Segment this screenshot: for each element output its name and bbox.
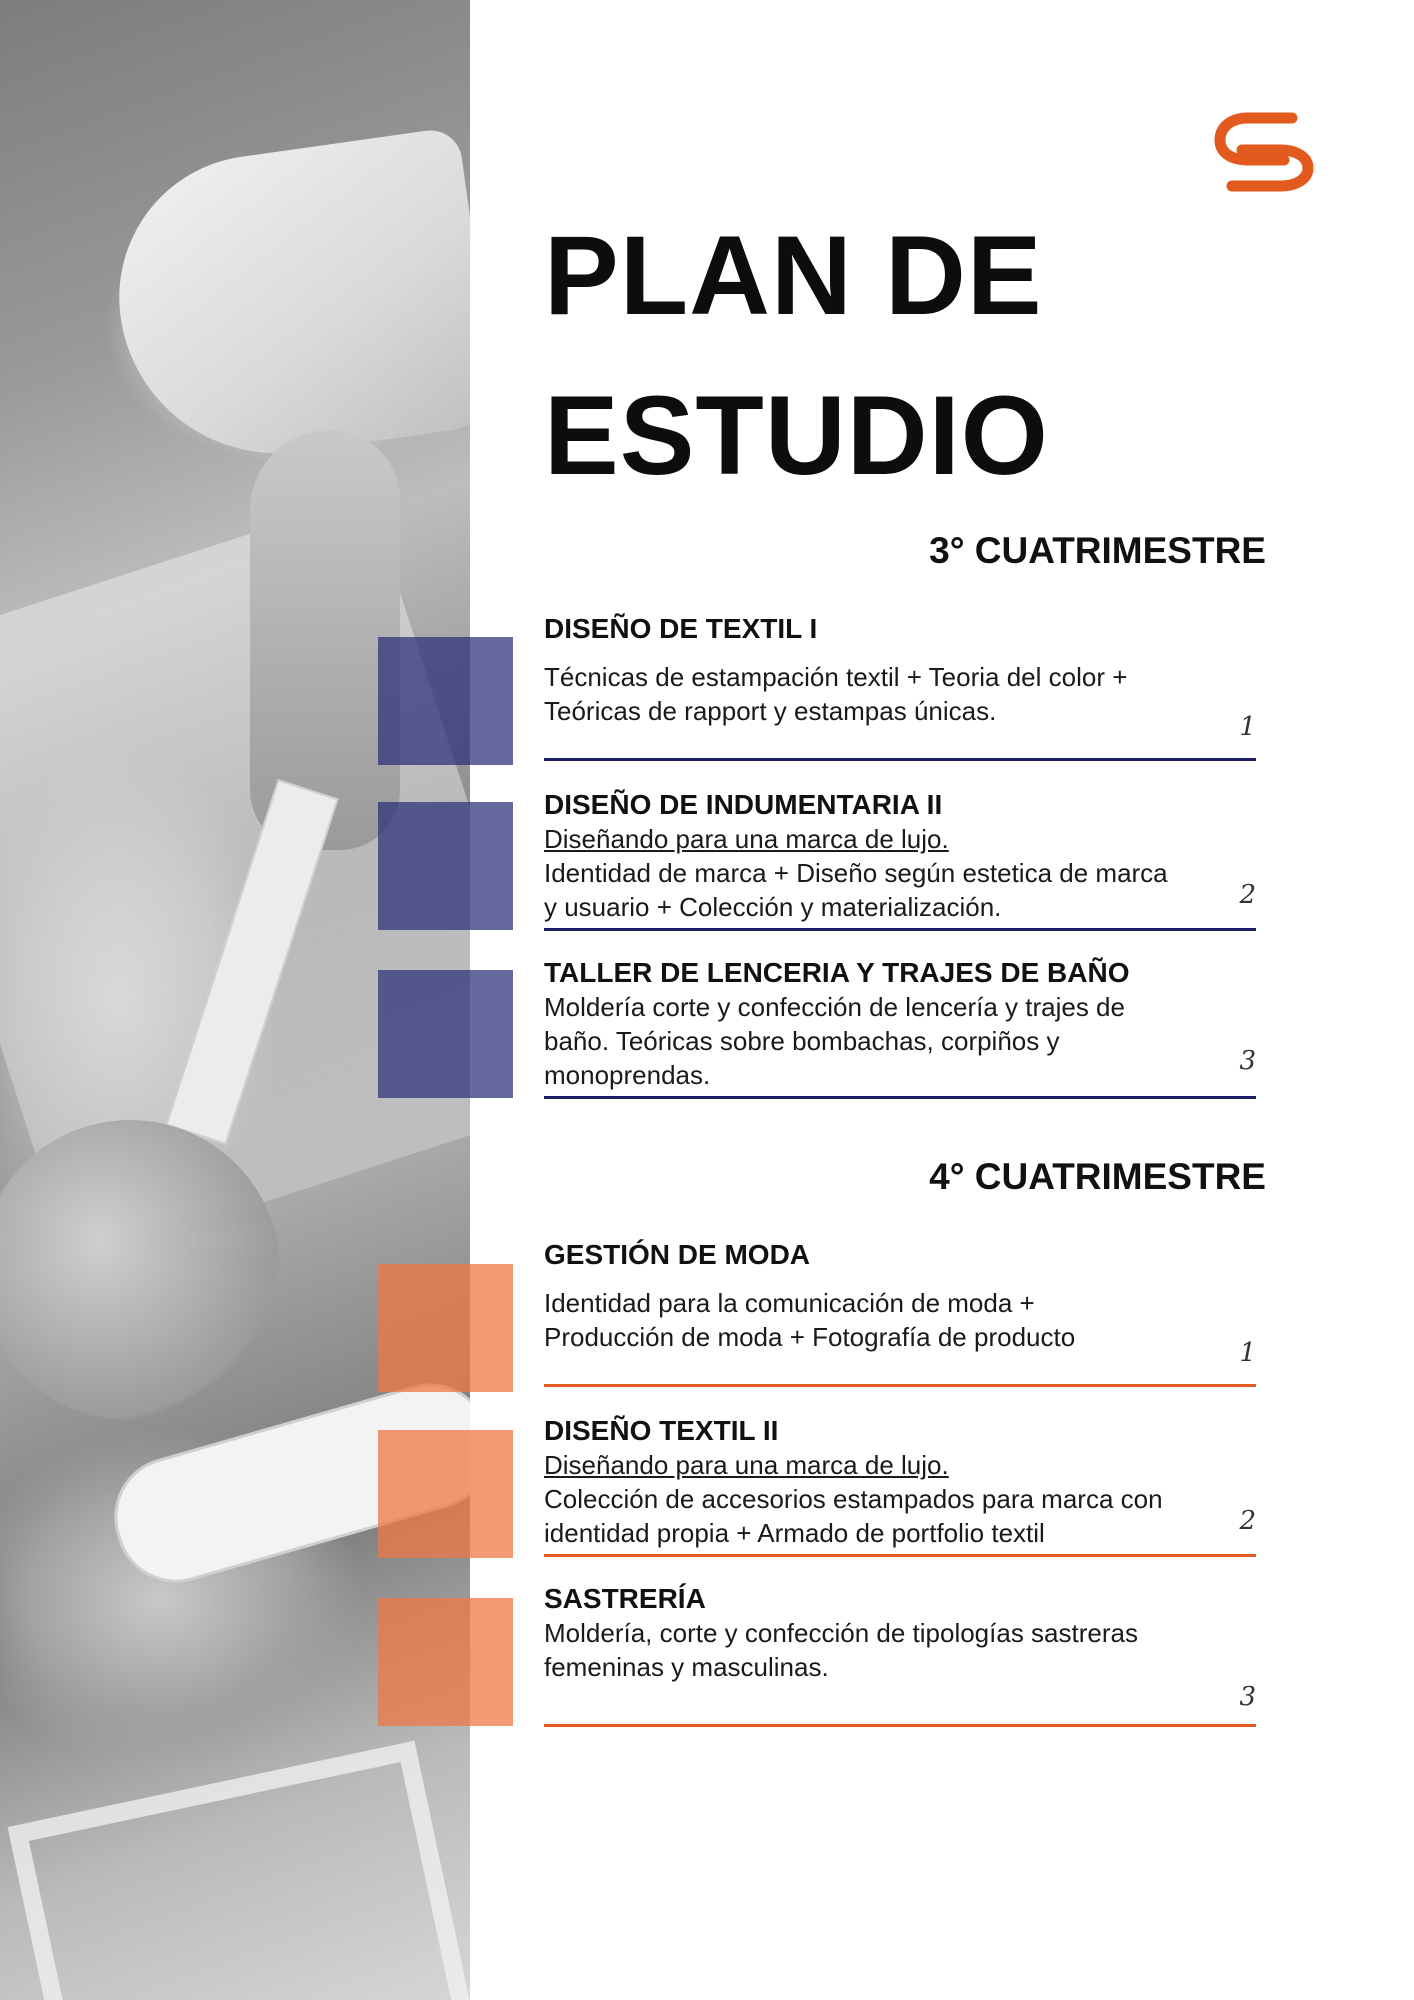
- course-title: TALLER DE LENCERIA Y TRAJES DE BAÑO: [544, 957, 1130, 988]
- course-number: 1: [1239, 712, 1256, 742]
- accent-square-blue-3: [378, 970, 513, 1098]
- divider-line: [544, 1554, 1256, 1557]
- accent-square-orange-3: [378, 1598, 513, 1726]
- divider-line: [544, 1096, 1256, 1099]
- course-item: [544, 956, 1256, 1116]
- accent-square-blue-2: [378, 802, 513, 930]
- course-title: DISEÑO TEXTIL II: [544, 1415, 779, 1446]
- course-item: [544, 1238, 1256, 1398]
- brand-logo-icon: [1212, 110, 1316, 192]
- course-number: 2: [1239, 880, 1256, 910]
- course-description-line: femeninas y masculinas.: [544, 1652, 829, 1682]
- accent-square-orange-2: [378, 1430, 513, 1558]
- course-description-line: y usuario + Colección y materialización.: [544, 892, 1002, 922]
- course-description-line: Colección de accesorios estampados para marca con: [544, 1484, 1163, 1514]
- photo-frame: [8, 1741, 470, 2000]
- course-description-line: Identidad para la comunicación de moda +: [544, 1288, 1035, 1318]
- course-description-line: Moldería, corte y confección de tipologías sastreras: [544, 1618, 1138, 1648]
- course-number: 3: [1239, 1682, 1256, 1712]
- course-title: SASTRERÍA: [544, 1583, 706, 1614]
- course-description-line: Técnicas de estampación textil + Teoria del color +: [544, 662, 1128, 692]
- course-description-line: Identidad de marca + Diseño según estetica de marca: [544, 858, 1168, 888]
- course-title: DISEÑO DE INDUMENTARIA II: [544, 789, 943, 820]
- course-item: [544, 1582, 1256, 1742]
- divider-line: [544, 758, 1256, 761]
- course-description-line: monoprendas.: [544, 1060, 711, 1090]
- semester-heading-3: 3° CUATRIMESTRE: [929, 530, 1266, 571]
- course-title: GESTIÓN DE MODA: [544, 1239, 811, 1270]
- accent-square-orange-1: [378, 1264, 513, 1392]
- course-number: 3: [1239, 1046, 1256, 1076]
- accent-square-blue-1: [378, 637, 513, 765]
- course-subtitle: Diseñando para una marca de lujo.: [544, 824, 949, 854]
- page-title: [544, 196, 1049, 516]
- course-subtitle: Diseñando para una marca de lujo.: [544, 1450, 949, 1480]
- course-description-line: Teóricas de rapport y estampas únicas.: [544, 696, 997, 726]
- photo-shirt-sleeve: [101, 126, 470, 473]
- divider-line: [544, 1724, 1256, 1727]
- course-item: [544, 612, 1256, 772]
- divider-line: [544, 928, 1256, 931]
- course-title: DISEÑO DE TEXTIL I: [544, 613, 818, 644]
- page-title-line-1: PLAN DE: [544, 213, 1043, 338]
- course-description-line: Producción de moda + Fotografía de producto: [544, 1322, 1076, 1352]
- course-description-line: baño. Teóricas sobre bombachas, corpiños y: [544, 1026, 1060, 1056]
- photo-fingers: [0, 1120, 280, 1420]
- course-description-line: identidad propia + Armado de portfolio textil: [544, 1518, 1045, 1548]
- semester-heading-4: 4° CUATRIMESTRE: [929, 1156, 1266, 1197]
- course-description-line: Moldería corte y confección de lencería y trajes de: [544, 992, 1125, 1022]
- course-item: [544, 1414, 1256, 1574]
- divider-line: [544, 1384, 1256, 1387]
- course-item: [544, 788, 1256, 948]
- course-number: 2: [1239, 1506, 1256, 1536]
- course-number: 1: [1239, 1338, 1256, 1368]
- page-title-line-2: ESTUDIO: [544, 373, 1049, 498]
